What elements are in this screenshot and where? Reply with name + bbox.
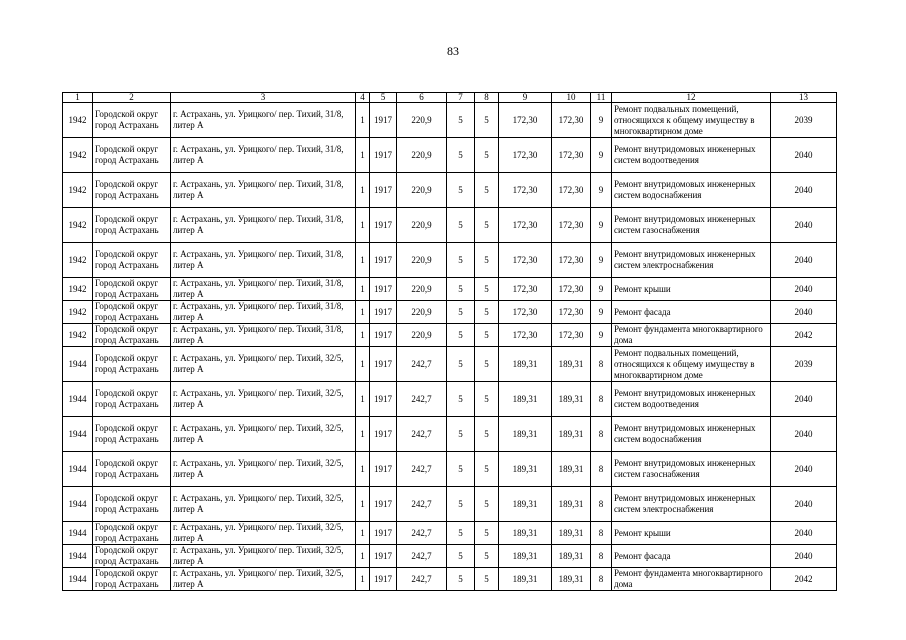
cell-residents: 8 [591, 347, 612, 382]
cell-municipality: Городской округ город Астрахань [93, 208, 171, 243]
cell-area-living: 172,30 [499, 278, 552, 301]
column-header: 4 [356, 93, 370, 103]
cell-address: г. Астрахань, ул. Урицкого/ пер. Тихий, 32/5, литер А [171, 417, 356, 452]
cell-entrances: 1 [356, 138, 370, 173]
cell-area-residents: 189,31 [552, 452, 591, 487]
cell-area: 220,9 [397, 301, 447, 324]
cell-entrances: 1 [356, 417, 370, 452]
cell-number: 1942 [63, 173, 93, 208]
cell-address: г. Астрахань, ул. Урицкого/ пер. Тихий, 32/5, литер А [171, 382, 356, 417]
cell-address: г. Астрахань, ул. Урицкого/ пер. Тихий, 32/5, литер А [171, 545, 356, 568]
cell-area: 220,9 [397, 243, 447, 278]
cell-address: г. Астрахань, ул. Урицкого/ пер. Тихий, 32/5, литер А [171, 487, 356, 522]
cell-floors-max: 5 [447, 487, 475, 522]
cell-number: 1942 [63, 208, 93, 243]
cell-municipality: Городской округ город Астрахань [93, 417, 171, 452]
cell-floors-min: 5 [475, 324, 499, 347]
cell-area: 242,7 [397, 545, 447, 568]
cell-area-residents: 172,30 [552, 324, 591, 347]
cell-entrances: 1 [356, 452, 370, 487]
column-header: 12 [612, 93, 771, 103]
cell-area-living: 189,31 [499, 545, 552, 568]
cell-residents: 8 [591, 487, 612, 522]
column-header: 6 [397, 93, 447, 103]
cell-area-living: 172,30 [499, 103, 552, 138]
cell-area: 242,7 [397, 452, 447, 487]
cell-area-residents: 189,31 [552, 522, 591, 545]
cell-planned-year: 2040 [771, 452, 837, 487]
cell-year-built: 1917 [370, 487, 397, 522]
cell-number: 1942 [63, 301, 93, 324]
cell-municipality: Городской округ город Астрахань [93, 103, 171, 138]
column-header: 1 [63, 93, 93, 103]
cell-floors-max: 5 [447, 417, 475, 452]
cell-address: г. Астрахань, ул. Урицкого/ пер. Тихий, 32/5, литер А [171, 347, 356, 382]
cell-area: 220,9 [397, 173, 447, 208]
table-row [63, 278, 837, 301]
cell-work-type: Ремонт фасада [612, 545, 771, 568]
cell-floors-max: 5 [447, 347, 475, 382]
cell-area: 220,9 [397, 208, 447, 243]
cell-area-living: 189,31 [499, 522, 552, 545]
cell-work-type: Ремонт фундамента многоквартирного дома [612, 324, 771, 347]
table-row [63, 243, 837, 278]
column-header: 11 [591, 93, 612, 103]
cell-municipality: Городской округ город Астрахань [93, 347, 171, 382]
cell-floors-min: 5 [475, 208, 499, 243]
cell-residents: 9 [591, 138, 612, 173]
cell-area-residents: 172,30 [552, 243, 591, 278]
cell-number: 1942 [63, 324, 93, 347]
cell-planned-year: 2039 [771, 103, 837, 138]
page-number: 83 [447, 44, 459, 58]
cell-residents: 9 [591, 103, 612, 138]
cell-floors-min: 5 [475, 545, 499, 568]
cell-number: 1944 [63, 522, 93, 545]
cell-address: г. Астрахань, ул. Урицкого/ пер. Тихий, 31/8, литер А [171, 278, 356, 301]
cell-year-built: 1917 [370, 278, 397, 301]
cell-residents: 8 [591, 522, 612, 545]
cell-municipality: Городской округ город Астрахань [93, 382, 171, 417]
table-row [63, 568, 837, 591]
cell-area-living: 189,31 [499, 382, 552, 417]
cell-year-built: 1917 [370, 324, 397, 347]
cell-area: 220,9 [397, 278, 447, 301]
cell-work-type: Ремонт внутридомовых инженерных систем газоснабжения [612, 208, 771, 243]
cell-area-living: 172,30 [499, 138, 552, 173]
cell-floors-min: 5 [475, 568, 499, 591]
cell-floors-min: 5 [475, 382, 499, 417]
cell-area-residents: 189,31 [552, 568, 591, 591]
cell-entrances: 1 [356, 301, 370, 324]
cell-number: 1944 [63, 382, 93, 417]
cell-planned-year: 2042 [771, 568, 837, 591]
cell-year-built: 1917 [370, 568, 397, 591]
column-header: 5 [370, 93, 397, 103]
cell-floors-max: 5 [447, 208, 475, 243]
cell-residents: 8 [591, 452, 612, 487]
column-header: 10 [552, 93, 591, 103]
cell-residents: 9 [591, 278, 612, 301]
cell-work-type: Ремонт внутридомовых инженерных систем электроснабжения [612, 243, 771, 278]
cell-area-living: 189,31 [499, 452, 552, 487]
cell-area-living: 189,31 [499, 417, 552, 452]
cell-area: 220,9 [397, 138, 447, 173]
cell-entrances: 1 [356, 347, 370, 382]
cell-entrances: 1 [356, 487, 370, 522]
cell-municipality: Городской округ город Астрахань [93, 173, 171, 208]
cell-municipality: Городской округ город Астрахань [93, 568, 171, 591]
cell-floors-min: 5 [475, 522, 499, 545]
cell-year-built: 1917 [370, 173, 397, 208]
column-header: 7 [447, 93, 475, 103]
cell-entrances: 1 [356, 278, 370, 301]
cell-address: г. Астрахань, ул. Урицкого/ пер. Тихий, 31/8, литер А [171, 138, 356, 173]
cell-address: г. Астрахань, ул. Урицкого/ пер. Тихий, 31/8, литер А [171, 103, 356, 138]
cell-floors-min: 5 [475, 243, 499, 278]
cell-floors-min: 5 [475, 173, 499, 208]
cell-floors-min: 5 [475, 138, 499, 173]
cell-address: г. Астрахань, ул. Урицкого/ пер. Тихий, 32/5, литер А [171, 522, 356, 545]
cell-year-built: 1917 [370, 417, 397, 452]
cell-floors-min: 5 [475, 487, 499, 522]
cell-area-living: 189,31 [499, 347, 552, 382]
cell-address: г. Астрахань, ул. Урицкого/ пер. Тихий, 31/8, литер А [171, 324, 356, 347]
cell-number: 1944 [63, 347, 93, 382]
table-row [63, 347, 837, 382]
cell-residents: 8 [591, 417, 612, 452]
cell-area-residents: 172,30 [552, 208, 591, 243]
cell-municipality: Городской округ город Астрахань [93, 324, 171, 347]
cell-entrances: 1 [356, 522, 370, 545]
cell-year-built: 1917 [370, 301, 397, 324]
cell-area-living: 172,30 [499, 243, 552, 278]
cell-planned-year: 2040 [771, 278, 837, 301]
cell-entrances: 1 [356, 103, 370, 138]
cell-area-residents: 172,30 [552, 301, 591, 324]
cell-address: г. Астрахань, ул. Урицкого/ пер. Тихий, 31/8, литер А [171, 243, 356, 278]
cell-year-built: 1917 [370, 208, 397, 243]
cell-entrances: 1 [356, 208, 370, 243]
cell-floors-max: 5 [447, 522, 475, 545]
table-row [63, 417, 837, 452]
column-header: 9 [499, 93, 552, 103]
cell-year-built: 1917 [370, 347, 397, 382]
cell-planned-year: 2040 [771, 522, 837, 545]
cell-year-built: 1917 [370, 103, 397, 138]
cell-floors-max: 5 [447, 324, 475, 347]
cell-municipality: Городской округ город Астрахань [93, 545, 171, 568]
cell-work-type: Ремонт внутридомовых инженерных систем водоснабжения [612, 173, 771, 208]
cell-year-built: 1917 [370, 243, 397, 278]
cell-municipality: Городской округ город Астрахань [93, 452, 171, 487]
table-row [63, 173, 837, 208]
cell-floors-max: 5 [447, 138, 475, 173]
cell-number: 1944 [63, 417, 93, 452]
cell-address: г. Астрахань, ул. Урицкого/ пер. Тихий, 32/5, литер А [171, 568, 356, 591]
cell-number: 1942 [63, 278, 93, 301]
cell-address: г. Астрахань, ул. Урицкого/ пер. Тихий, 31/8, литер А [171, 173, 356, 208]
cell-floors-max: 5 [447, 568, 475, 591]
column-header: 8 [475, 93, 499, 103]
cell-municipality: Городской округ город Астрахань [93, 487, 171, 522]
cell-planned-year: 2039 [771, 347, 837, 382]
cell-area: 242,7 [397, 568, 447, 591]
cell-work-type: Ремонт внутридомовых инженерных систем газоснабжения [612, 452, 771, 487]
cell-area-residents: 189,31 [552, 487, 591, 522]
cell-municipality: Городской округ город Астрахань [93, 301, 171, 324]
table-row [63, 208, 837, 243]
cell-floors-min: 5 [475, 452, 499, 487]
cell-work-type: Ремонт фасада [612, 301, 771, 324]
cell-planned-year: 2040 [771, 243, 837, 278]
cell-number: 1942 [63, 138, 93, 173]
cell-year-built: 1917 [370, 522, 397, 545]
cell-area-residents: 172,30 [552, 138, 591, 173]
cell-area-residents: 189,31 [552, 382, 591, 417]
cell-floors-max: 5 [447, 103, 475, 138]
cell-area: 242,7 [397, 417, 447, 452]
cell-year-built: 1917 [370, 138, 397, 173]
cell-residents: 9 [591, 243, 612, 278]
cell-area-living: 189,31 [499, 568, 552, 591]
cell-floors-min: 5 [475, 301, 499, 324]
cell-work-type: Ремонт крыши [612, 278, 771, 301]
cell-area: 242,7 [397, 522, 447, 545]
cell-work-type: Ремонт подвальных помещений, относящихся к общему имуществу в многоквартирном доме [612, 347, 771, 382]
cell-work-type: Ремонт внутридомовых инженерных систем электроснабжения [612, 487, 771, 522]
column-header: 13 [771, 93, 837, 103]
cell-year-built: 1917 [370, 545, 397, 568]
cell-address: г. Астрахань, ул. Урицкого/ пер. Тихий, 31/8, литер А [171, 208, 356, 243]
cell-floors-max: 5 [447, 301, 475, 324]
column-header: 3 [171, 93, 356, 103]
cell-area-residents: 189,31 [552, 545, 591, 568]
cell-area-residents: 172,30 [552, 278, 591, 301]
cell-work-type: Ремонт внутридомовых инженерных систем водоснабжения [612, 417, 771, 452]
cell-entrances: 1 [356, 382, 370, 417]
table-row [63, 382, 837, 417]
cell-residents: 9 [591, 208, 612, 243]
cell-area-living: 172,30 [499, 301, 552, 324]
cell-address: г. Астрахань, ул. Урицкого/ пер. Тихий, 31/8, литер А [171, 301, 356, 324]
cell-entrances: 1 [356, 243, 370, 278]
cell-entrances: 1 [356, 324, 370, 347]
cell-residents: 8 [591, 382, 612, 417]
cell-floors-max: 5 [447, 382, 475, 417]
cell-planned-year: 2040 [771, 382, 837, 417]
cell-area-living: 172,30 [499, 324, 552, 347]
cell-floors-max: 5 [447, 278, 475, 301]
table-row [63, 324, 837, 347]
cell-residents: 9 [591, 324, 612, 347]
cell-floors-min: 5 [475, 103, 499, 138]
cell-area-residents: 189,31 [552, 417, 591, 452]
cell-residents: 8 [591, 545, 612, 568]
cell-municipality: Городской округ город Астрахань [93, 243, 171, 278]
cell-work-type: Ремонт подвальных помещений, относящихся к общему имуществу в многоквартирном доме [612, 103, 771, 138]
cell-number: 1944 [63, 545, 93, 568]
cell-planned-year: 2040 [771, 138, 837, 173]
cell-year-built: 1917 [370, 382, 397, 417]
cell-area: 220,9 [397, 103, 447, 138]
cell-planned-year: 2040 [771, 301, 837, 324]
cell-work-type: Ремонт внутридомовых инженерных систем водоотведения [612, 138, 771, 173]
table-row [63, 487, 837, 522]
cell-year-built: 1917 [370, 452, 397, 487]
cell-area-residents: 172,30 [552, 173, 591, 208]
cell-area: 220,9 [397, 324, 447, 347]
cell-planned-year: 2042 [771, 324, 837, 347]
cell-floors-max: 5 [447, 452, 475, 487]
cell-planned-year: 2040 [771, 487, 837, 522]
cell-residents: 9 [591, 301, 612, 324]
cell-residents: 8 [591, 568, 612, 591]
cell-planned-year: 2040 [771, 208, 837, 243]
cell-number: 1942 [63, 243, 93, 278]
table-row [63, 545, 837, 568]
cell-work-type: Ремонт фундамента многоквартирного дома [612, 568, 771, 591]
cell-floors-min: 5 [475, 347, 499, 382]
cell-area-living: 172,30 [499, 173, 552, 208]
cell-area: 242,7 [397, 382, 447, 417]
repair-schedule-table [62, 92, 837, 591]
cell-planned-year: 2040 [771, 417, 837, 452]
cell-entrances: 1 [356, 173, 370, 208]
cell-municipality: Городской округ город Астрахань [93, 522, 171, 545]
cell-area: 242,7 [397, 347, 447, 382]
table-row [63, 103, 837, 138]
cell-municipality: Городской округ город Астрахань [93, 138, 171, 173]
cell-planned-year: 2040 [771, 545, 837, 568]
cell-address: г. Астрахань, ул. Урицкого/ пер. Тихий, 32/5, литер А [171, 452, 356, 487]
cell-floors-min: 5 [475, 417, 499, 452]
cell-work-type: Ремонт внутридомовых инженерных систем водоотведения [612, 382, 771, 417]
cell-number: 1944 [63, 568, 93, 591]
cell-floors-max: 5 [447, 173, 475, 208]
table-row [63, 452, 837, 487]
cell-area-residents: 172,30 [552, 103, 591, 138]
table-row [63, 522, 837, 545]
column-header: 2 [93, 93, 171, 103]
cell-number: 1944 [63, 487, 93, 522]
header-row [63, 93, 837, 103]
table-row [63, 138, 837, 173]
cell-entrances: 1 [356, 545, 370, 568]
cell-area: 242,7 [397, 487, 447, 522]
cell-area-living: 172,30 [499, 208, 552, 243]
table-row [63, 301, 837, 324]
cell-floors-max: 5 [447, 243, 475, 278]
cell-municipality: Городской округ город Астрахань [93, 278, 171, 301]
cell-residents: 9 [591, 173, 612, 208]
cell-area-residents: 189,31 [552, 347, 591, 382]
cell-floors-max: 5 [447, 545, 475, 568]
cell-entrances: 1 [356, 568, 370, 591]
cell-area-living: 189,31 [499, 487, 552, 522]
cell-work-type: Ремонт крыши [612, 522, 771, 545]
cell-number: 1944 [63, 452, 93, 487]
cell-planned-year: 2040 [771, 173, 837, 208]
cell-floors-min: 5 [475, 278, 499, 301]
cell-number: 1942 [63, 103, 93, 138]
